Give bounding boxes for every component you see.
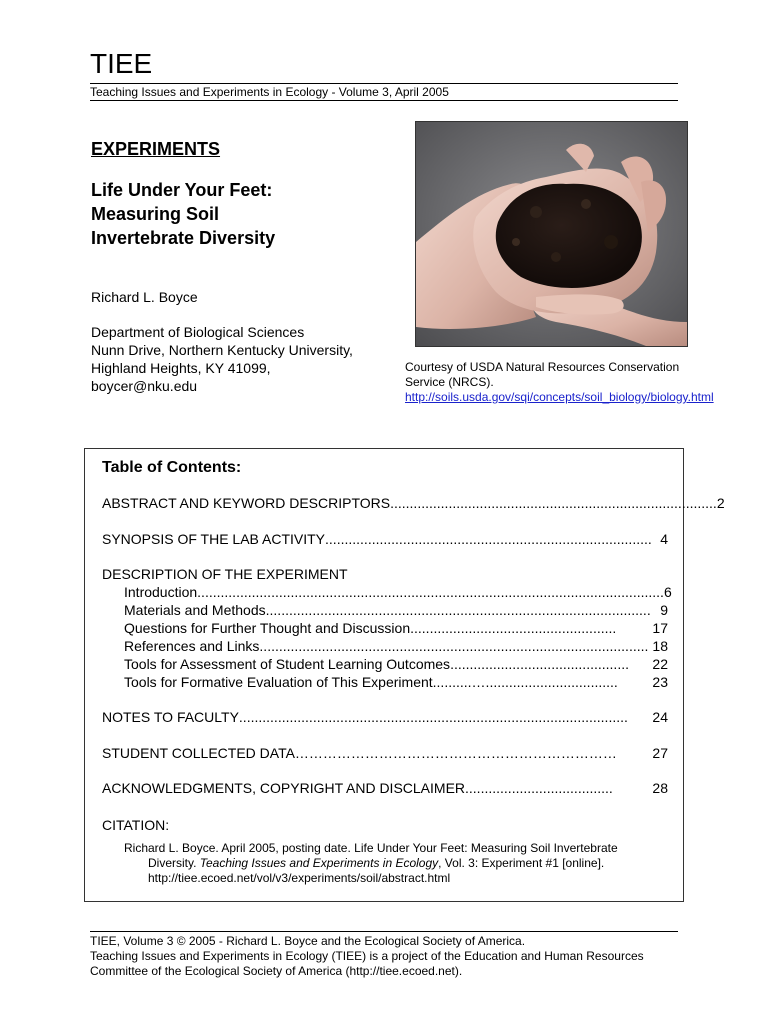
toc-entry-label: Introduction [124,584,198,600]
toc-entry-description[interactable]: DESCRIPTION OF THE EXPERIMENT [102,566,348,582]
toc-subentry-questions[interactable] [124,620,668,637]
journal-subtitle: Teaching Issues and Experiments in Ecology - Volume 3, April 2005 [90,85,449,99]
caption-line: Service (NRCS). [405,375,494,389]
toc-leader: .................................................................................... [390,495,717,511]
author-email[interactable]: boycer@nku.edu [91,378,198,394]
footer-line: Teaching Issues and Experiments in Ecology (TIEE) is a project of the Education and Human Resources [90,949,644,963]
affiliation-line: Highland Heights, KY 41099, [91,360,271,376]
toc-page-number: 4 [660,531,668,547]
toc-subentry-formative[interactable] [124,674,668,691]
toc-page-number: 9 [660,602,668,618]
article-title-line: Life Under Your Feet: [91,180,273,200]
toc-leader: .............................................. [450,656,629,672]
header-rule-bottom [90,100,678,101]
toc-entry-label: ABSTRACT AND KEYWORD DESCRIPTORS [102,495,391,511]
toc-page-number: 6 [663,584,672,600]
toc-page-number: 28 [652,780,668,796]
toc-page-number: 27 [652,745,668,761]
toc-entry-label: Tools for Formative Evaluation of This Experiment [124,674,433,690]
article-title-line: Invertebrate Diversity [91,228,276,248]
toc-leader: .................................................................................................... [259,638,649,654]
caption-line: Courtesy of USDA Natural Resources Conservation [405,360,680,374]
affiliation-line: Department of Biological Sciences [91,324,305,340]
toc-leader: .................................................................................................... [238,709,628,725]
article-title-line: Measuring Soil [91,204,220,224]
toc-leader: .................................................................................... [325,531,652,547]
toc-entry-student-data[interactable] [102,745,668,762]
toc-entry-abstract[interactable] [102,495,725,512]
citation-journal: Teaching Issues and Experiments in Ecology [199,856,439,870]
toc-leader: ..................................................... [410,620,617,636]
toc-page-number: 23 [652,674,668,690]
author-name: Richard L. Boyce [91,289,198,305]
toc-subentry-references[interactable] [124,638,668,655]
toc-page-number: 24 [652,709,668,725]
citation-text [124,841,664,886]
soil-in-hands-photo [415,121,688,347]
toc-leader: ..........….................................. [432,674,618,690]
toc-entry-label: ACKNOWLEDGMENTS, COPYRIGHT AND DISCLAIMER [102,780,466,796]
author-affiliation [91,323,353,395]
toc-subentry-materials[interactable] [124,602,668,619]
toc-subentry-introduction[interactable] [124,584,672,601]
toc-leader: ...................................... [465,780,613,796]
toc-entry-label: SYNOPSIS OF THE LAB ACTIVITY [102,531,326,547]
section-label: EXPERIMENTS [91,139,221,159]
photo-caption [405,360,735,405]
caption-link[interactable]: http://soils.usda.gov/sqi/concepts/soil_biology/biology.html [405,390,714,404]
toc-leader: ........................................................................................................................ [197,584,664,600]
footer-rule [90,931,678,932]
citation-url: http://tiee.ecoed.net/vol/v3/experiments/soil/abstract.html [148,871,451,885]
toc-subentry-assessment[interactable] [124,656,668,673]
toc-leader: …………………………………………………………… [294,745,617,761]
article-title [91,178,391,250]
toc-page-number: 2 [716,495,725,511]
toc-entry-label: NOTES TO FACULTY [102,709,239,725]
citation-line [124,856,664,871]
header-rule-top [90,83,678,84]
toc-entry-notes[interactable] [102,709,668,726]
toc-page-number: 18 [652,638,668,654]
toc-entry-label: Tools for Assessment of Student Learning Outcomes [124,656,451,672]
citation-line: Richard L. Boyce. April 2005, posting date. Life Under Your Feet: Measuring Soil Invertebrate [124,841,618,855]
affiliation-line: Nunn Drive, Northern Kentucky University, [91,342,353,358]
journal-title: TIEE [90,48,153,79]
soil-in-hands-illustration [416,122,687,346]
footer-line: Committee of the Ecological Society of America (http://tiee.ecoed.net). [90,964,463,978]
toc-page-number: 22 [652,656,668,672]
toc-entry-acknowledgments[interactable] [102,780,668,797]
toc-entry-label: References and Links [124,638,260,654]
toc-entry-label: Questions for Further Thought and Discussion [124,620,411,636]
citation-text-post: , Vol. 3: Experiment #1 [online]. [438,856,605,870]
toc-page-number: 17 [652,620,668,636]
toc-heading: Table of Contents: [102,459,242,476]
footer [90,934,690,979]
footer-line: TIEE, Volume 3 © 2005 - Richard L. Boyce and the Ecological Society of America. [90,934,526,948]
citation-text-pre: Diversity. [148,856,200,870]
toc-entry-label: Materials and Methods [124,602,266,618]
toc-entry-citation: CITATION: [102,817,170,833]
toc-leader: ................................................................................................... [265,602,651,618]
toc-entry-label: STUDENT COLLECTED DATA [102,745,295,761]
toc-entry-synopsis[interactable] [102,531,668,548]
